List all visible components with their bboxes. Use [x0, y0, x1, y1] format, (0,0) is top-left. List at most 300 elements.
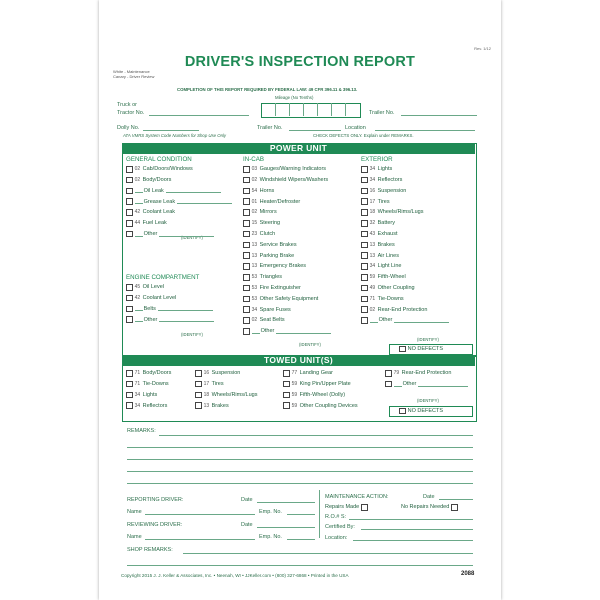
no-repairs-checkbox[interactable] — [451, 504, 458, 511]
item-code: 02 — [369, 306, 376, 313]
towed-unit-band: TOWED UNIT(S) — [122, 355, 475, 366]
checklist-item[interactable] — [243, 209, 277, 216]
item-code: 59 — [291, 391, 298, 398]
checklist-item[interactable] — [283, 402, 358, 409]
checklist-item[interactable] — [195, 370, 240, 377]
checklist-item[interactable] — [385, 370, 451, 377]
item-code: 13 — [369, 252, 376, 259]
checklist-item[interactable] — [361, 317, 449, 324]
truck-label: Truck or — [117, 102, 137, 108]
reporting-emp-label: Emp. No. — [259, 509, 282, 515]
item-code: 02 — [251, 177, 258, 184]
item-label: Lights — [142, 391, 158, 398]
item-label: Windshield Wipers/Washers — [259, 177, 329, 184]
item-code: 34 — [369, 166, 376, 173]
item-checkbox[interactable] — [126, 370, 133, 377]
item-checkbox[interactable] — [243, 274, 250, 281]
item-label: Horns — [259, 187, 275, 194]
towed-no-defects[interactable] — [399, 408, 443, 415]
remarks-line[interactable] — [127, 459, 473, 460]
reporting-emp-field[interactable] — [287, 514, 315, 515]
item-checkbox[interactable] — [243, 220, 250, 227]
item-checkbox[interactable] — [126, 231, 133, 238]
federal-law-note: COMPLETION OF THIS REPORT REQUIRED BY FEDERAL LAW: 49 CFR 396.11 & 396.13. — [177, 87, 358, 92]
general-condition-title: GENERAL CONDITION — [126, 156, 192, 163]
checklist-item[interactable] — [361, 306, 427, 313]
item-checkbox[interactable] — [385, 370, 392, 377]
no-defects-checkbox[interactable] — [399, 408, 406, 415]
item-code: 02 — [251, 317, 258, 324]
reporting-driver-label: REPORTING DRIVER: — [127, 497, 184, 503]
mileage-divider — [345, 103, 346, 116]
item-code: 03 — [251, 166, 258, 173]
tractor-label: Tractor No. — [117, 110, 145, 116]
blank-code-line[interactable] — [135, 199, 143, 204]
item-label: Other — [143, 231, 158, 238]
item-label: Other — [143, 316, 158, 323]
item-code: 13 — [251, 252, 258, 259]
location-field[interactable] — [375, 130, 475, 131]
checklist-item[interactable] — [126, 188, 221, 195]
item-checkbox[interactable] — [361, 220, 368, 227]
checklist-item[interactable] — [283, 370, 333, 377]
checklist-item[interactable] — [126, 198, 232, 205]
item-label: Other Coupling Devices — [299, 402, 358, 409]
checklist-item[interactable] — [385, 381, 468, 388]
trailer-no2-label: Trailer No. — [257, 125, 283, 131]
checklist-item[interactable] — [126, 209, 175, 216]
item-code: 18 — [203, 391, 210, 398]
dolly-label: Dolly No. — [117, 125, 140, 131]
item-checkbox[interactable] — [243, 198, 250, 205]
fill-in-line[interactable] — [159, 317, 214, 322]
fill-in-line[interactable] — [158, 306, 213, 311]
item-checkbox[interactable] — [195, 381, 202, 388]
checklist-item[interactable] — [126, 392, 157, 399]
checklist-item[interactable] — [126, 402, 167, 409]
item-label: Coolant Level — [142, 295, 177, 302]
item-checkbox[interactable] — [361, 252, 368, 259]
item-checkbox[interactable] — [243, 242, 250, 249]
item-code: 13 — [251, 241, 258, 248]
item-checkbox[interactable] — [361, 285, 368, 292]
repairs-made-label: Repairs Made — [325, 504, 360, 511]
checklist-item[interactable] — [243, 166, 326, 173]
item-label: Suspension — [377, 187, 407, 194]
checklist-item[interactable] — [361, 166, 392, 173]
checklist-item[interactable] — [361, 188, 406, 195]
no-repairs-option[interactable] — [401, 504, 460, 511]
ata-note: ATA VMRS System Code Numbers for Shop Use Only — [123, 133, 227, 138]
item-code: 16 — [203, 370, 210, 377]
item-checkbox[interactable] — [126, 177, 133, 184]
checklist-item[interactable] — [361, 252, 399, 259]
item-label: Fuel Leak — [142, 220, 167, 227]
checklist-item[interactable] — [126, 177, 171, 184]
reviewing-emp-label: Emp. No. — [259, 534, 282, 540]
item-code: 71 — [134, 370, 141, 377]
item-label: Belts — [143, 305, 156, 312]
maintenance-date-label: Date — [423, 494, 435, 500]
trailer-no2-field[interactable] — [289, 130, 341, 131]
checklist-item[interactable] — [361, 296, 404, 303]
item-label: Other Coupling — [377, 285, 415, 292]
revision-note: Rev. 1/12 — [474, 46, 491, 51]
maintenance-date-field[interactable] — [439, 499, 473, 500]
reporting-date-field[interactable] — [257, 502, 315, 503]
shop-remarks-line[interactable] — [127, 565, 473, 566]
tractor-no-field[interactable] — [149, 115, 249, 116]
item-checkbox[interactable] — [243, 177, 250, 184]
item-checkbox[interactable] — [243, 263, 250, 270]
item-label: Rear-End Protection — [401, 370, 452, 377]
item-code: 32 — [369, 220, 376, 227]
repairs-made-option[interactable] — [325, 504, 370, 511]
item-checkbox[interactable] — [243, 285, 250, 292]
checklist-item[interactable] — [243, 242, 297, 249]
blank-code-line[interactable] — [370, 318, 378, 323]
item-checkbox[interactable] — [126, 220, 133, 227]
item-code: 15 — [251, 220, 258, 227]
checklist-item[interactable] — [243, 177, 328, 184]
checklist-item[interactable] — [126, 295, 176, 302]
fill-in-line[interactable] — [276, 329, 331, 334]
copy-white: White - Maintenance — [113, 69, 150, 74]
item-checkbox[interactable] — [361, 242, 368, 249]
checklist-item[interactable] — [361, 285, 415, 292]
item-code: 13 — [203, 402, 210, 409]
item-code: 02 — [134, 177, 141, 184]
mileage-divider — [289, 103, 290, 116]
item-checkbox[interactable] — [361, 198, 368, 205]
remarks-label: REMARKS: — [127, 428, 156, 434]
item-checkbox[interactable] — [361, 274, 368, 281]
item-label: Landing Gear — [299, 370, 333, 377]
item-label: Oil Leak — [143, 187, 164, 194]
copyright: Copyright 2015 J. J. Keller & Associates, Inc. • Neenah, WI • JJKeller.com • (800) 327-6868 • Printed in the USA — [121, 573, 349, 578]
item-label: King Pin/Upper Plate — [299, 381, 351, 388]
trailer-no-field[interactable] — [401, 115, 477, 116]
item-checkbox[interactable] — [283, 370, 290, 377]
certified-by-label: Certified By: — [325, 524, 355, 530]
blank-code-line[interactable] — [135, 306, 143, 311]
checklist-item[interactable] — [195, 392, 257, 399]
item-code: 71 — [134, 381, 141, 388]
remarks-line[interactable] — [127, 483, 473, 484]
fill-in-line[interactable] — [418, 382, 468, 387]
item-code: 44 — [134, 220, 141, 227]
exterior-identify: (IDENTIFY) — [417, 337, 439, 342]
checklist-item[interactable] — [126, 284, 164, 291]
item-checkbox[interactable] — [126, 188, 133, 195]
item-code: 49 — [369, 285, 376, 292]
checklist-item[interactable] — [243, 274, 282, 281]
item-checkbox[interactable] — [361, 177, 368, 184]
item-label: Gauges/Warning Indicators — [259, 166, 327, 173]
item-code: 16 — [369, 187, 376, 194]
item-label: Light Line — [377, 263, 402, 270]
maintenance-location-field[interactable] — [353, 540, 473, 541]
item-label: Brakes — [211, 402, 229, 409]
fill-in-line[interactable] — [166, 188, 221, 193]
no-defects-checkbox[interactable] — [399, 346, 406, 353]
item-checkbox[interactable] — [243, 328, 250, 335]
checklist-item[interactable] — [361, 198, 390, 205]
shop-remarks-label: SHOP REMARKS: — [127, 547, 173, 553]
mileage-divider — [317, 103, 318, 116]
reviewing-driver-label: REVIEWING DRIVER: — [127, 522, 183, 528]
item-checkbox[interactable] — [361, 209, 368, 216]
item-code: 34 — [134, 402, 141, 409]
checklist-item[interactable] — [126, 370, 171, 377]
item-label: Coolant Leak — [142, 209, 176, 216]
item-checkbox[interactable] — [361, 166, 368, 173]
checklist-item[interactable] — [126, 166, 193, 173]
checklist-item[interactable] — [243, 317, 285, 324]
checklist-item[interactable] — [243, 296, 318, 303]
item-checkbox[interactable] — [243, 166, 250, 173]
copy-canary: Canary - Driver Review — [113, 73, 155, 79]
checklist-item[interactable] — [243, 263, 306, 270]
checklist-item[interactable] — [361, 220, 395, 227]
item-checkbox[interactable] — [361, 263, 368, 270]
ro-field[interactable] — [349, 519, 473, 520]
reporting-name-field[interactable] — [145, 514, 255, 515]
checklist-item[interactable] — [243, 306, 291, 313]
item-checkbox[interactable] — [126, 402, 133, 409]
mileage-field[interactable] — [261, 103, 361, 118]
item-checkbox[interactable] — [361, 296, 368, 303]
reporting-date-label: Date — [241, 497, 253, 503]
reviewing-name-label: Name — [127, 534, 142, 540]
exterior-title: EXTERIOR — [361, 156, 393, 163]
form-title: DRIVER'S INSPECTION REPORT — [184, 54, 416, 70]
shop-remarks-line[interactable] — [183, 553, 473, 554]
item-label: Clutch — [259, 231, 276, 238]
item-label: Rear-End Protection — [377, 306, 428, 313]
checklist-item[interactable] — [243, 220, 280, 227]
power-unit-box — [122, 143, 477, 357]
form-number: 2088 — [461, 571, 475, 577]
item-label: Mirrors — [259, 209, 277, 216]
item-checkbox[interactable] — [126, 198, 133, 205]
item-checkbox[interactable] — [243, 252, 250, 259]
checklist-item[interactable] — [126, 231, 214, 238]
item-code: 79 — [393, 370, 400, 377]
item-code: 34 — [251, 306, 258, 313]
item-label: Triangles — [259, 274, 283, 281]
item-label: Emergency Brakes — [259, 263, 307, 270]
item-label: Reflectors — [142, 402, 168, 409]
item-code: 42 — [134, 295, 141, 302]
item-checkbox[interactable] — [283, 392, 290, 399]
item-label: Lights — [377, 166, 393, 173]
item-code: 34 — [134, 391, 141, 398]
item-code: 34 — [369, 263, 376, 270]
item-label: Service Brakes — [259, 241, 297, 248]
power-no-defects[interactable] — [399, 346, 443, 353]
item-label: Fire Extinguisher — [259, 285, 301, 292]
item-checkbox[interactable] — [243, 317, 250, 324]
mileage-divider — [275, 103, 276, 116]
item-checkbox[interactable] — [126, 295, 133, 302]
dolly-no-field[interactable] — [143, 130, 199, 131]
item-checkbox[interactable] — [361, 231, 368, 238]
general-identify: (IDENTIFY) — [181, 235, 203, 240]
remarks-line[interactable] — [127, 447, 473, 448]
in-cab-title: IN-CAB — [243, 156, 264, 163]
maintenance-location-label: Location: — [325, 535, 348, 541]
item-checkbox[interactable] — [283, 402, 290, 409]
item-code: 17 — [369, 198, 376, 205]
item-label: Suspension — [211, 370, 241, 377]
checklist-item[interactable] — [361, 231, 397, 238]
item-checkbox[interactable] — [361, 188, 368, 195]
item-checkbox[interactable] — [361, 306, 368, 313]
item-code: 17 — [203, 381, 210, 388]
blank-code-line[interactable] — [394, 382, 402, 387]
checklist-item[interactable] — [361, 209, 423, 216]
item-label: Reflectors — [377, 177, 403, 184]
check-defects-note: CHECK DEFECTS ONLY. Explain under REMARKS. — [313, 133, 414, 138]
item-checkbox[interactable] — [243, 188, 250, 195]
maintenance-action-label: MAINTENANCE ACTION: — [325, 494, 389, 500]
inspection-form-sheet — [99, 0, 501, 600]
blank-code-line[interactable] — [135, 188, 143, 193]
item-checkbox[interactable] — [126, 316, 133, 323]
checklist-item[interactable] — [126, 316, 214, 323]
item-code: 54 — [251, 187, 258, 194]
item-checkbox[interactable] — [126, 381, 133, 388]
checklist-item[interactable] — [243, 285, 301, 292]
item-code: 77 — [291, 370, 298, 377]
item-checkbox[interactable] — [243, 209, 250, 216]
item-checkbox[interactable] — [195, 402, 202, 409]
fill-in-line[interactable] — [394, 318, 449, 323]
item-checkbox[interactable] — [126, 209, 133, 216]
copy-distribution — [113, 70, 154, 79]
item-checkbox[interactable] — [195, 392, 202, 399]
item-checkbox[interactable] — [361, 317, 368, 324]
signoff-divider — [319, 490, 320, 538]
item-label: Body/Doors — [142, 370, 172, 377]
checklist-item[interactable] — [283, 392, 345, 399]
item-label: Battery — [377, 220, 396, 227]
item-code: 59 — [291, 381, 298, 388]
item-checkbox[interactable] — [243, 296, 250, 303]
item-checkbox[interactable] — [283, 381, 290, 388]
engine-compartment-title: ENGINE COMPARTMENT — [126, 274, 200, 281]
remarks-line[interactable] — [127, 471, 473, 472]
mileage-divider — [303, 103, 304, 116]
item-label: Other — [402, 381, 417, 388]
checklist-item[interactable] — [243, 231, 275, 238]
checklist-item[interactable] — [243, 328, 331, 335]
item-label: Other — [260, 328, 275, 335]
item-label: Grease Leak — [143, 198, 176, 205]
no-defects-label: NO DEFECTS — [407, 345, 444, 352]
checklist-item[interactable] — [361, 274, 406, 281]
item-label: Wheels/Rims/Lugs — [211, 391, 258, 398]
item-code: 53 — [251, 285, 258, 292]
checklist-item[interactable] — [243, 188, 274, 195]
location-label: Location — [345, 125, 366, 131]
item-label: Tires — [377, 198, 390, 205]
no-repairs-label: No Repairs Needed — [401, 504, 450, 511]
mileage-label: Mileage (No Tenths) — [275, 95, 314, 100]
reviewing-date-label: Date — [241, 522, 253, 528]
item-label: Exhaust — [377, 231, 398, 238]
item-code: 01 — [251, 198, 258, 205]
item-code: 71 — [369, 295, 376, 302]
reviewing-date-field[interactable] — [257, 527, 315, 528]
item-code: 02 — [134, 166, 141, 173]
item-code: 45 — [134, 284, 141, 291]
checklist-item[interactable] — [126, 381, 169, 388]
checklist-item[interactable] — [283, 381, 351, 388]
checklist-item[interactable] — [195, 402, 229, 409]
checklist-item[interactable] — [195, 381, 224, 388]
item-code: 34 — [369, 177, 376, 184]
item-code: 43 — [369, 231, 376, 238]
certified-by-field[interactable] — [361, 529, 473, 530]
item-label: Tie-Downs — [377, 295, 404, 302]
checklist-item[interactable] — [361, 177, 402, 184]
item-checkbox[interactable] — [126, 284, 133, 291]
item-code: 42 — [134, 209, 141, 216]
item-label: Steering — [259, 220, 281, 227]
item-checkbox[interactable] — [126, 392, 133, 399]
item-label: Other Safety Equipment — [259, 295, 319, 302]
towed-identify: (IDENTIFY) — [417, 398, 439, 403]
reviewing-name-field[interactable] — [145, 539, 255, 540]
remarks-line[interactable] — [159, 435, 473, 436]
checklist-item[interactable] — [361, 263, 401, 270]
fill-in-line[interactable] — [177, 199, 232, 204]
item-code: 02 — [251, 209, 258, 216]
blank-code-line[interactable] — [135, 317, 143, 322]
item-label: Wheels/Rims/Lugs — [377, 209, 424, 216]
item-label: Heater/Defroster — [259, 198, 301, 205]
checklist-item[interactable] — [243, 198, 300, 205]
item-code: 59 — [291, 402, 298, 409]
item-label: Body/Doors — [142, 177, 172, 184]
mileage-divider — [331, 103, 332, 116]
checklist-item[interactable] — [361, 242, 395, 249]
item-checkbox[interactable] — [243, 231, 250, 238]
item-label: Air Lines — [377, 252, 399, 259]
checklist-item[interactable] — [126, 220, 167, 227]
fill-in-line[interactable] — [159, 232, 214, 237]
blank-code-line[interactable] — [135, 232, 143, 237]
item-code: 23 — [251, 231, 258, 238]
item-code: 18 — [369, 209, 376, 216]
engine-identify: (IDENTIFY) — [181, 332, 203, 337]
item-checkbox[interactable] — [126, 166, 133, 173]
item-label: Fifth-Wheel (Dolly) — [299, 391, 346, 398]
item-checkbox[interactable] — [243, 306, 250, 313]
item-code: 13 — [251, 263, 258, 270]
item-checkbox[interactable] — [385, 381, 392, 388]
checklist-item[interactable] — [126, 306, 213, 313]
repairs-made-checkbox[interactable] — [361, 504, 368, 511]
no-defects-label: NO DEFECTS — [407, 407, 444, 414]
item-checkbox[interactable] — [126, 306, 133, 313]
checklist-item[interactable] — [243, 252, 294, 259]
item-checkbox[interactable] — [195, 370, 202, 377]
reviewing-emp-field[interactable] — [287, 539, 315, 540]
blank-code-line[interactable] — [252, 329, 260, 334]
